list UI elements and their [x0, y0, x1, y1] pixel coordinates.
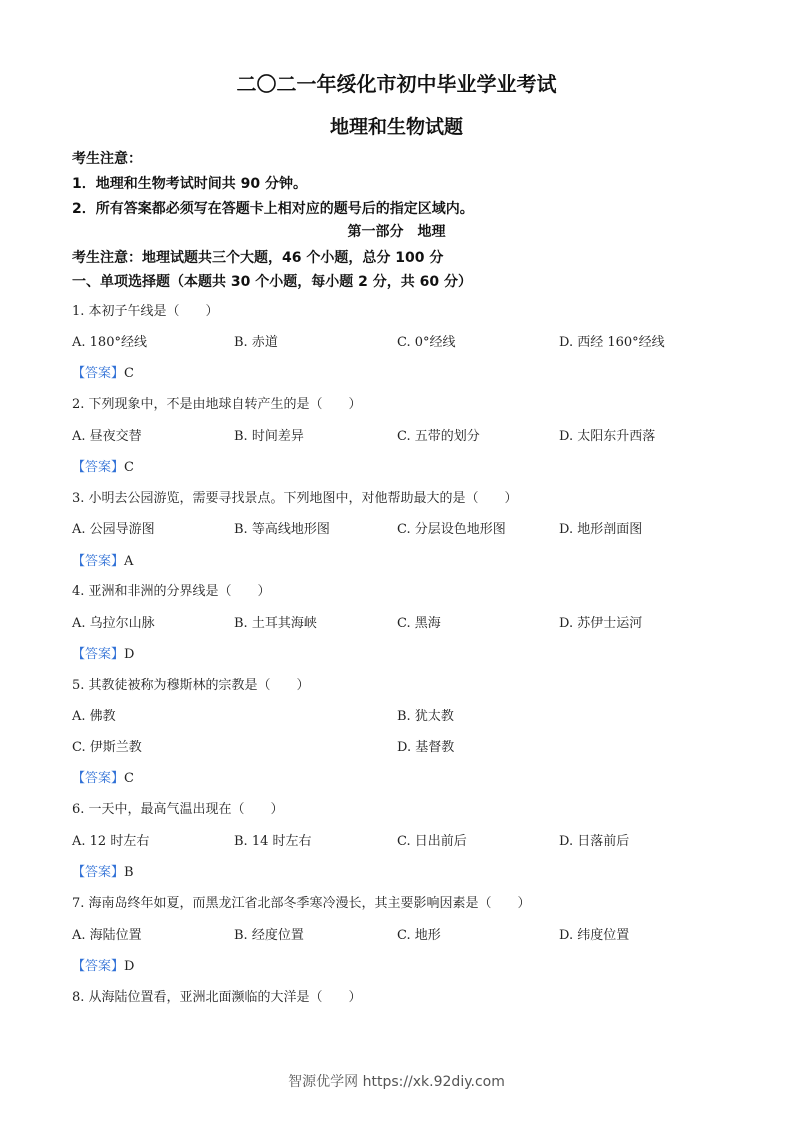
q1-option-c: C. 0°经线	[397, 335, 456, 350]
answer-value: C	[124, 366, 134, 381]
q3-option-c: C. 分层设色地形图	[397, 522, 506, 537]
q2-option-d: D. 太阳东升西落	[559, 429, 656, 444]
page-title: 二〇二一年绥化市初中毕业学业考试	[236, 72, 557, 96]
q3-option-d: D. 地形剖面图	[559, 522, 643, 537]
answer-tag: 【答案】	[72, 865, 125, 880]
question-5: 5. 其教徒被称为穆斯林的宗教是（ ）	[72, 678, 310, 693]
q1-option-a: A. 180°经线	[72, 335, 147, 350]
q4-option-a: A. 乌拉尔山脉	[72, 616, 155, 631]
q7-answer	[72, 955, 134, 974]
part-title: 第一部分 地理	[347, 224, 446, 240]
q6-option-c: C. 日出前后	[397, 834, 467, 849]
q2-option-a: A. 昼夜交替	[72, 429, 142, 444]
q6-option-a: A. 12 时左右	[72, 834, 150, 849]
q4-option-d: D. 苏伊士运河	[559, 616, 643, 631]
q7-option-d: D. 纬度位置	[559, 928, 630, 943]
q6-answer	[72, 861, 134, 880]
part-notice: 考生注意：地理试题共三个大题，46 个小题，总分 100 分	[72, 250, 444, 266]
answer-value: C	[124, 460, 134, 475]
footer-watermark[interactable]: 智源优学网 https://xk.92diy.com	[288, 1074, 505, 1090]
question-7: 7. 海南岛终年如夏，而黑龙江省北部冬季寒冷漫长，其主要影响因素是（ ）	[72, 896, 531, 911]
answer-value: D	[124, 959, 135, 974]
question-2: 2. 下列现象中，不是由地球自转产生的是（ ）	[72, 397, 362, 412]
answer-value: C	[124, 771, 134, 786]
q5-answer	[72, 767, 134, 786]
q6-option-d: D. 日落前后	[559, 834, 630, 849]
q3-option-a: A. 公园导游图	[72, 522, 155, 537]
answer-tag: 【答案】	[72, 647, 125, 662]
page-subtitle: 地理和生物试题	[329, 116, 463, 138]
question-1: 1. 本初子午线是（ ）	[72, 304, 219, 319]
question-6: 6. 一天中，最高气温出现在（ ）	[72, 802, 284, 817]
answer-value: B	[124, 865, 134, 880]
q5-option-b: B. 犹太教	[397, 709, 454, 724]
q6-option-b: B. 14 时左右	[234, 834, 312, 849]
q2-answer	[72, 456, 134, 475]
q5-option-d: D. 基督教	[397, 740, 455, 755]
answer-tag: 【答案】	[72, 771, 125, 786]
q4-option-b: B. 土耳其海峡	[234, 616, 317, 631]
q5-option-a: A. 佛教	[72, 709, 116, 724]
q5-option-c: C. 伊斯兰教	[72, 740, 142, 755]
q4-answer	[72, 643, 134, 662]
section-heading: 一、单项选择题（本题共 30 个小题，每小题 2 分，共 60 分）	[72, 274, 472, 290]
q1-option-d: D. 西经 160°经线	[559, 335, 665, 350]
question-8: 8. 从海陆位置看，亚洲北面濒临的大洋是（ ）	[72, 990, 362, 1005]
answer-tag: 【答案】	[72, 366, 125, 381]
answer-value: A	[124, 554, 134, 569]
q3-option-b: B. 等高线地形图	[234, 522, 330, 537]
q7-option-c: C. 地形	[397, 928, 441, 943]
answer-tag: 【答案】	[72, 554, 125, 569]
notice-heading: 考生注意：	[72, 151, 142, 167]
notice-item-2: 2．所有答案都必须写在答题卡上相对应的题号后的指定区域内。	[72, 201, 474, 217]
q3-answer	[72, 550, 133, 569]
q1-option-b: B. 赤道	[234, 335, 278, 350]
q2-option-b: B. 时间差异	[234, 429, 304, 444]
q4-option-c: C. 黑海	[397, 616, 441, 631]
answer-value: D	[124, 647, 135, 662]
q7-option-b: B. 经度位置	[234, 928, 304, 943]
q7-option-a: A. 海陆位置	[72, 928, 142, 943]
q2-option-c: C. 五带的划分	[397, 429, 480, 444]
question-4: 4. 亚洲和非洲的分界线是（ ）	[72, 584, 271, 599]
notice-item-1: 1．地理和生物考试时间共 90 分钟。	[72, 176, 307, 192]
answer-tag: 【答案】	[72, 460, 125, 475]
question-3: 3. 小明去公园游览，需要寻找景点。下列地图中，对他帮助最大的是（ ）	[72, 491, 518, 506]
q1-answer	[72, 362, 134, 381]
answer-tag: 【答案】	[72, 959, 125, 974]
